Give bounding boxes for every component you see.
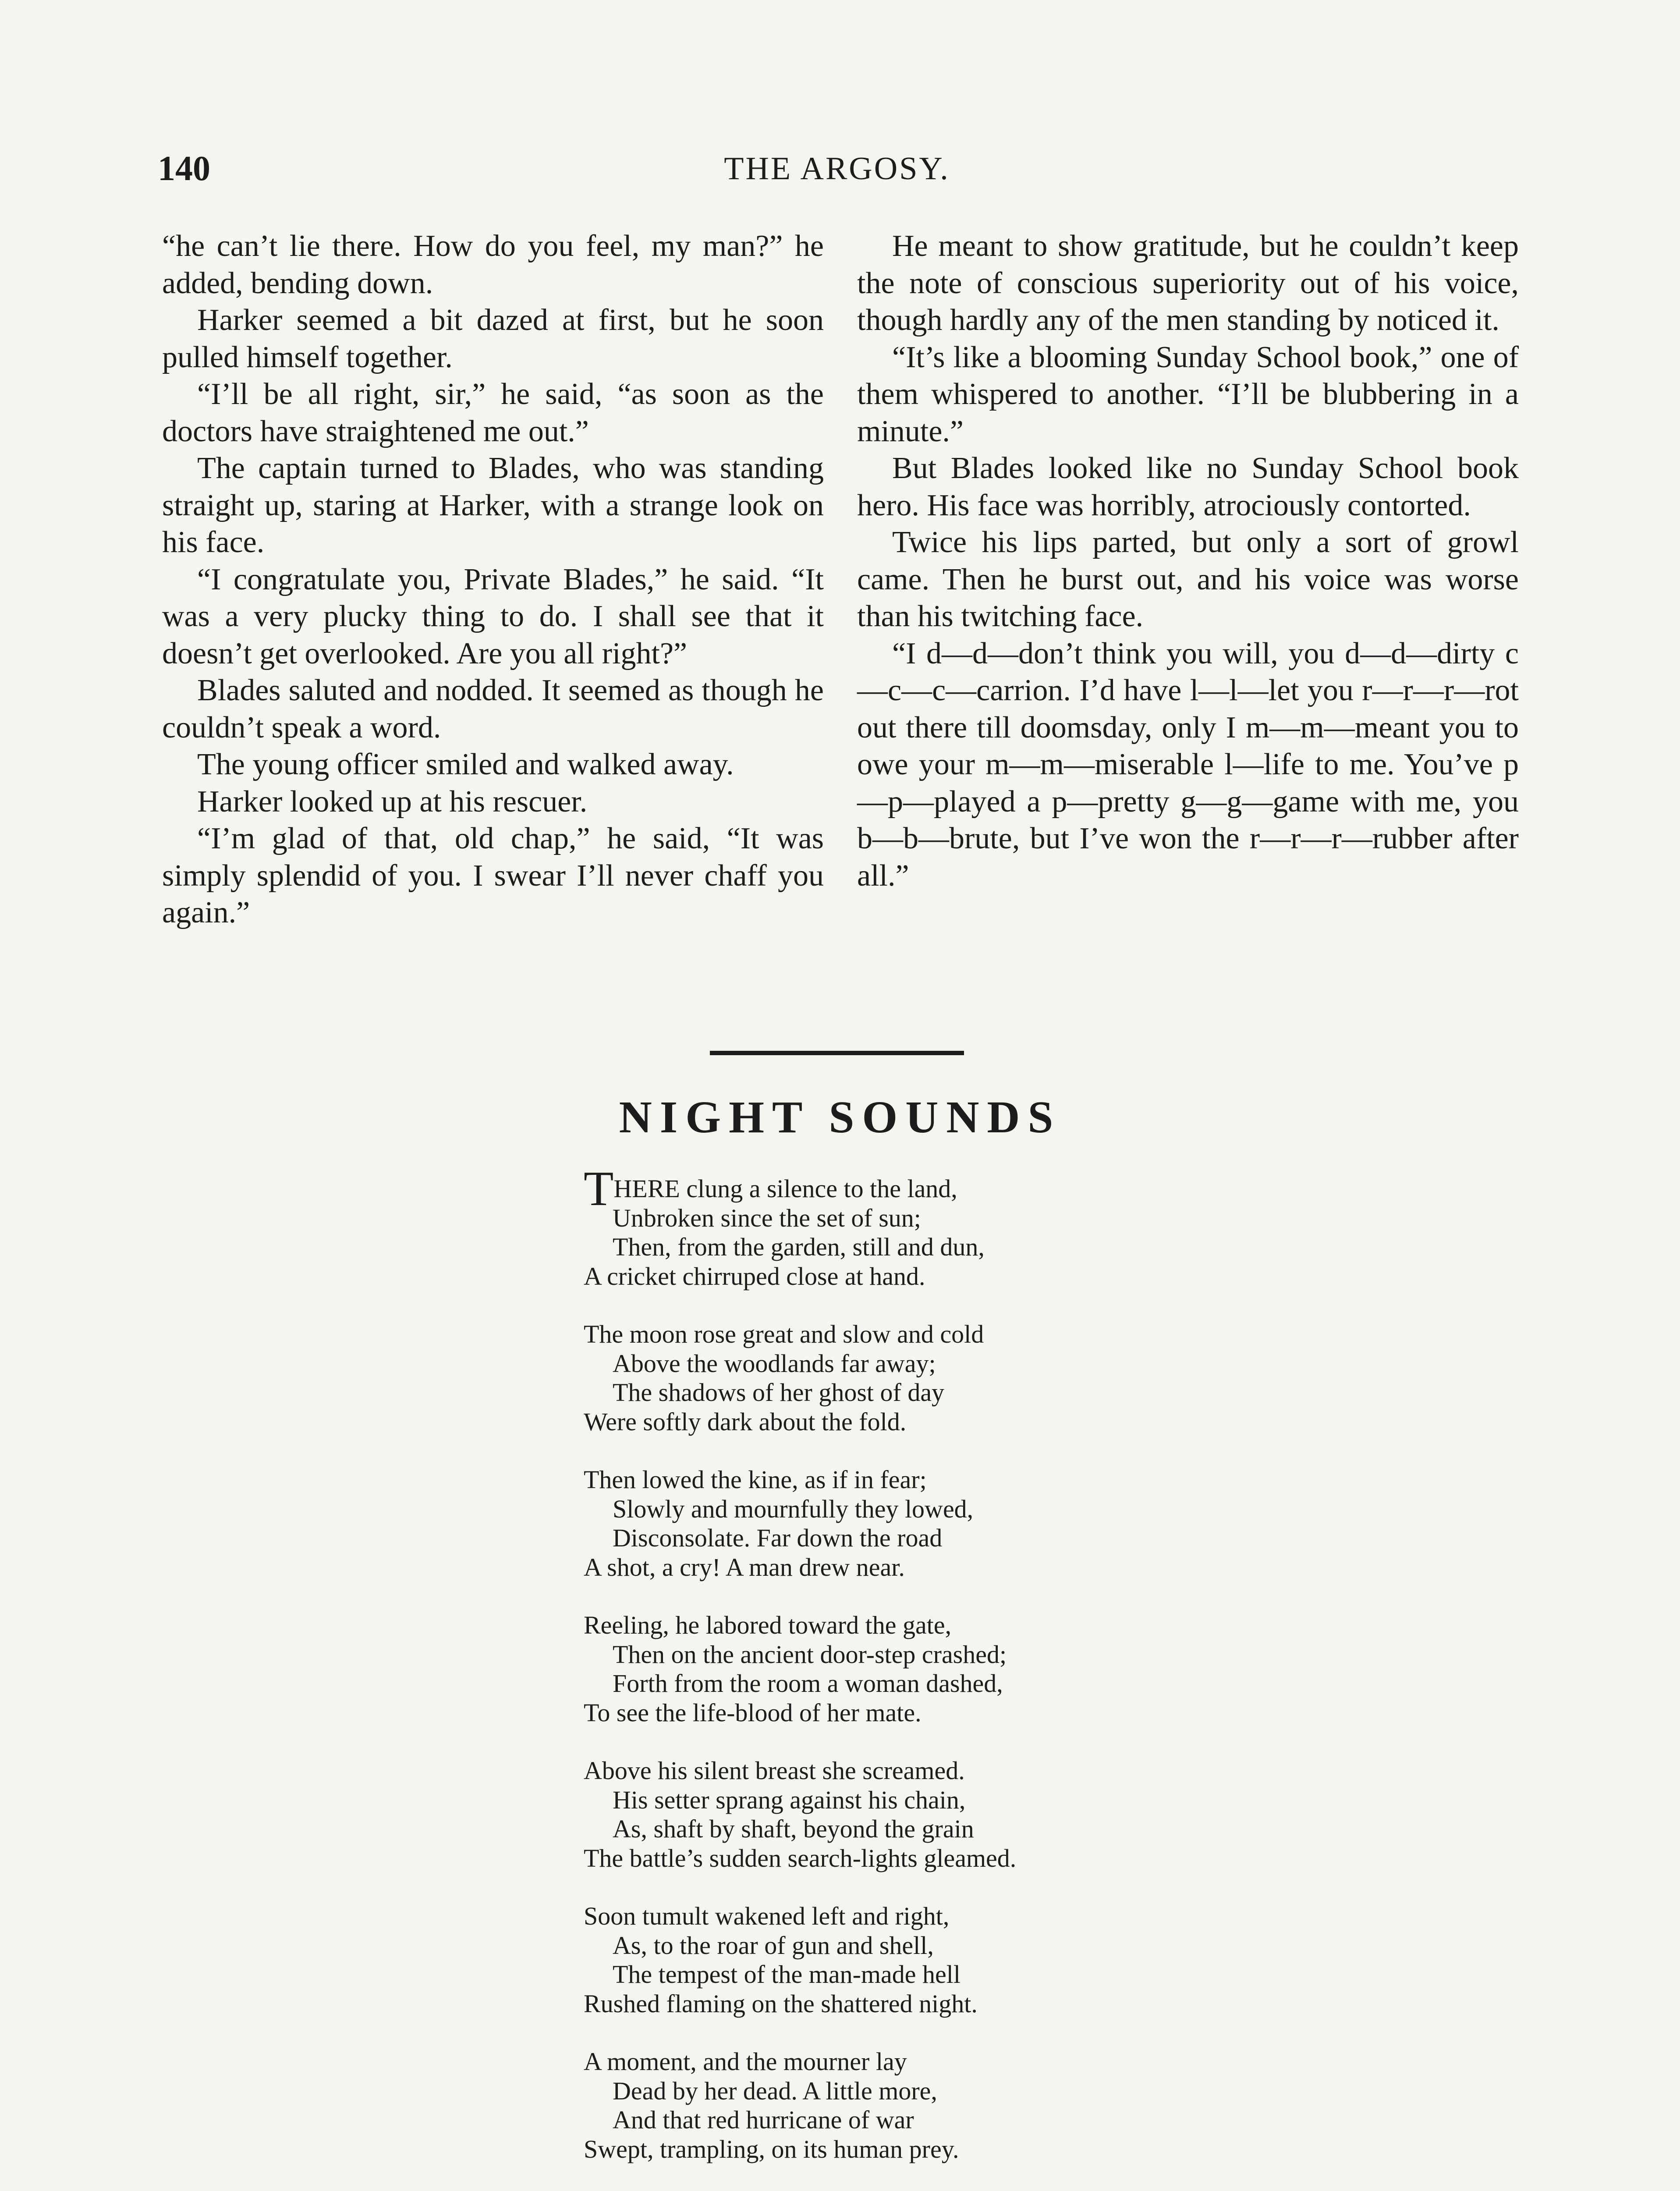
- poem-stanza: [584, 2047, 1197, 2164]
- poem-stanza: [584, 1162, 1197, 1291]
- poem-line: Forth from the room a woman dashed,: [613, 1669, 1003, 1698]
- story-paragraph: Harker looked up at his rescuer.: [197, 784, 588, 819]
- story-paragraph: “I d—d—don’t think you will, you d—d—dirty c—c—c—carrion. I’d have l—l—let you r—r—r—rot out there till doomsday, only I m—m—meant you to owe your m—m—miserable l—life to me. You’ve p—p—played a p—pretty g—g—game with me, you b—b—brute, but I’ve won the r—r—r—rubber after all.”: [857, 636, 1519, 893]
- poem-line: Soon tumult wakened left and right,: [584, 1902, 950, 1930]
- story-left-column: [162, 228, 824, 932]
- section-divider: [710, 1051, 964, 1055]
- poem-line: And that red hurricane of war: [613, 2106, 914, 2134]
- poem-line: His setter sprang against his chain,: [613, 1785, 966, 1814]
- poem-line: Reeling, he labored toward the gate,: [584, 1611, 952, 1639]
- poem-line: Above the woodlands far away;: [613, 1349, 936, 1378]
- poem-line: A shot, a cry! A man drew near.: [584, 1553, 905, 1581]
- story-paragraph: But Blades looked like no Sunday School book hero. His face was horribly, atrociously contorted.: [857, 451, 1519, 522]
- poem-line: Unbroken since the set of sun;: [613, 1203, 921, 1232]
- story-paragraph: “It’s like a blooming Sunday School book,” one of them whispered to another. “I’ll be blubbering in a minute.”: [857, 340, 1519, 448]
- poem-line: To see the life-blood of her mate.: [584, 1698, 922, 1727]
- poem-stanza: [584, 1611, 1197, 1727]
- running-title: THE ARGOSY.: [724, 151, 950, 187]
- drop-cap: T: [584, 1162, 614, 1216]
- story-paragraph: The young officer smiled and walked away.: [197, 748, 734, 781]
- poem-title: NIGHT SOUNDS: [619, 1092, 1061, 1142]
- poem-line: The tempest of the man-made hell: [613, 1960, 961, 1989]
- story-paragraph: “he can’t lie there. How do you feel, my man?” he added, bending down.: [162, 229, 824, 300]
- poem-line: Were softly dark about the fold.: [584, 1407, 907, 1436]
- poem-line: Disconsolate. Far down the road: [613, 1524, 943, 1552]
- story-paragraph: He meant to show gratitude, but he couldn’t keep the note of conscious superiority out of his voice, though hardly any of the men standing by noticed it.: [857, 229, 1519, 337]
- poem-line: As, to the roar of gun and shell,: [613, 1931, 934, 1960]
- poem-stanza: [584, 1756, 1197, 1873]
- poem-body: [584, 1162, 1197, 2191]
- poem-stanza: [584, 1902, 1197, 2018]
- poem-line: Swept, trampling, on its human prey.: [584, 2134, 959, 2163]
- story-paragraph: Twice his lips parted, but only a sort of growl came. Then he burst out, and his voice was worse than his twitching face.: [857, 525, 1519, 633]
- poem-line: Then on the ancient door-step crashed;: [613, 1640, 1007, 1669]
- poem-line: Slowly and mournfully they lowed,: [613, 1494, 974, 1523]
- story-paragraph: “I’ll be all right, sir,” he said, “as soon as the doctors have straightened me out.”: [162, 377, 824, 448]
- poem-line: A moment, and the mourner lay: [584, 2047, 907, 2076]
- poem-line: Then, from the garden, still and dun,: [613, 1233, 985, 1261]
- poem-line: Rushed flaming on the shattered night.: [584, 1989, 978, 2018]
- poem-line: A cricket chirruped close at hand.: [584, 1262, 925, 1290]
- story-right-column: [857, 228, 1519, 894]
- poem-line: [584, 1162, 1197, 1216]
- poem-line: Above his silent breast she screamed.: [584, 1756, 965, 1785]
- story-paragraph: Blades saluted and nodded. It seemed as though he couldn’t speak a word.: [162, 674, 824, 745]
- page-number: 140: [158, 149, 210, 188]
- story-paragraph: Harker seemed a bit dazed at first, but he soon pulled himself together.: [162, 303, 824, 374]
- poem-line: The shadows of her ghost of day: [613, 1378, 945, 1407]
- page-header: [158, 145, 1516, 193]
- poem-line: As, shaft by shaft, beyond the grain: [613, 1815, 974, 1843]
- story-paragraph: “I congratulate you, Private Blades,” he said. “It was a very plucky thing to do. I shall see that it doesn’t get overlooked. Are you all right?”: [162, 562, 824, 670]
- poem-line: Dead by her dead. A little more,: [613, 2076, 937, 2105]
- poem-first-line-text: HERE clung a silence to the land,: [613, 1174, 957, 1203]
- poem-line: The moon rose great and slow and cold: [584, 1320, 984, 1348]
- poem-line: The battle’s sudden search-lights gleamed.: [584, 1844, 1017, 1872]
- story-paragraph: The captain turned to Blades, who was standing straight up, staring at Harker, with a strange look on his face.: [162, 451, 824, 559]
- story-paragraph: “I’m glad of that, old chap,” he said, “It was simply splendid of you. I swear I’ll never chaff you again.”: [162, 822, 824, 929]
- poem-stanza: [584, 1320, 1197, 1436]
- poem-line: Then lowed the kine, as if in fear;: [584, 1465, 927, 1494]
- poem-stanza: [584, 1465, 1197, 1582]
